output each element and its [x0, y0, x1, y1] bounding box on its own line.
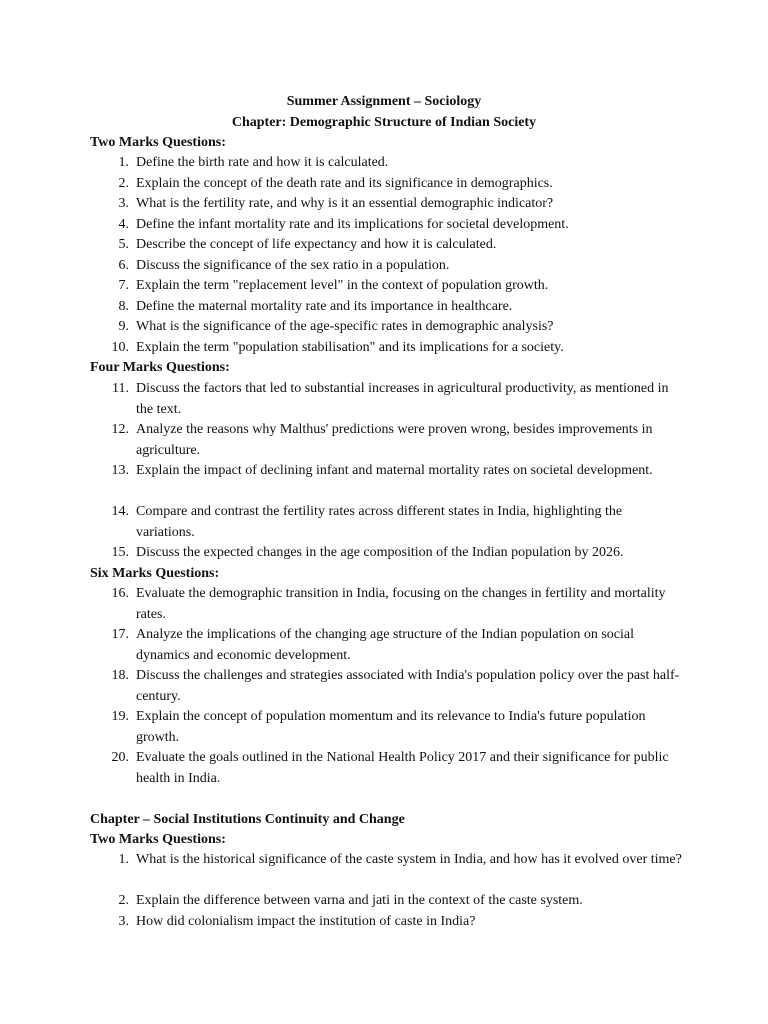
section-heading-four-marks: Four Marks Questions:: [90, 360, 230, 375]
question-text: Define the infant mortality rate and its implications for societal development.: [136, 217, 569, 232]
chapter-title: Chapter: Demographic Structure of Indian Society: [231, 115, 537, 130]
question-text: Describe the concept of life expectancy and how it is calculated.: [136, 237, 497, 252]
question-number: 1.: [118, 852, 129, 867]
question-text: Analyze the reasons why Malthus' predictions were proven wrong, besides improvements in agriculture.: [136, 422, 653, 458]
question-number: 20.: [111, 750, 129, 765]
question-text: Define the birth rate and how it is calculated.: [136, 155, 389, 170]
question-number: 13.: [111, 463, 129, 478]
question-text: Discuss the challenges and strategies associated with India's population policy over the past half-century.: [136, 668, 680, 704]
question-text: Discuss the expected changes in the age composition of the Indian population by 2026.: [136, 545, 624, 560]
question-text: Analyze the implications of the changing age structure of the Indian population on social dynamics and economic development.: [136, 627, 635, 663]
question-number: 9.: [118, 319, 129, 334]
question-number: 19.: [111, 709, 129, 724]
question-text: Explain the term "population stabilisation" and its implications for a society.: [136, 340, 564, 355]
document-title: Summer Assignment – Sociology: [286, 94, 482, 109]
question-number: 15.: [111, 545, 129, 560]
question-number: 17.: [111, 627, 129, 642]
question-number: 8.: [118, 299, 129, 314]
question-text: Explain the impact of declining infant and maternal mortality rates on societal development.: [136, 463, 653, 478]
question-text: How did colonialism impact the institution of caste in India?: [136, 914, 476, 929]
question-text: Discuss the significance of the sex ratio in a population.: [136, 258, 450, 273]
section-heading-six-marks: Six Marks Questions:: [90, 566, 220, 581]
question-text: Explain the difference between varna and jati in the context of the caste system.: [136, 893, 583, 908]
question-number: 3.: [118, 914, 129, 929]
question-text: What is the significance of the age-specific rates in demographic analysis?: [136, 319, 554, 334]
question-text: Discuss the factors that led to substantial increases in agricultural productivity, as mentioned in the text.: [136, 381, 669, 417]
section-heading-two-marks: Two Marks Questions:: [90, 135, 226, 150]
chapter-title: Chapter – Social Institutions Continuity and Change: [90, 812, 405, 827]
question-number: 11.: [112, 381, 129, 396]
question-number: 4.: [118, 217, 129, 232]
question-text: Evaluate the goals outlined in the National Health Policy 2017 and their significance for public health in India.: [136, 750, 669, 786]
section-heading-two-marks: Two Marks Questions:: [90, 832, 226, 847]
question-number: 14.: [111, 504, 129, 519]
question-number: 1.: [118, 155, 129, 170]
question-text: Compare and contrast the fertility rates across different states in India, highlighting the variations.: [136, 504, 623, 540]
question-number: 3.: [118, 196, 129, 211]
question-number: 2.: [118, 893, 129, 908]
question-number: 18.: [111, 668, 129, 683]
question-text: Explain the term "replacement level" in the context of population growth.: [136, 278, 549, 293]
question-text: Explain the concept of the death rate and its significance in demographics.: [136, 176, 553, 191]
question-number: 10.: [111, 340, 129, 355]
question-text: What is the historical significance of the caste system in India, and how has it evolved over time?: [136, 852, 682, 867]
question-text: Evaluate the demographic transition in India, focusing on the changes in fertility and mortality rates.: [136, 586, 666, 622]
question-number: 12.: [111, 422, 129, 437]
question-text: What is the fertility rate, and why is it an essential demographic indicator?: [136, 196, 554, 211]
question-text: Define the maternal mortality rate and its importance in healthcare.: [136, 299, 513, 314]
question-text: Explain the concept of population momentum and its relevance to India's future population growth.: [136, 709, 646, 745]
question-number: 7.: [118, 278, 129, 293]
question-number: 5.: [118, 237, 129, 252]
question-number: 6.: [118, 258, 129, 273]
question-number: 16.: [111, 586, 129, 601]
question-number: 2.: [118, 176, 129, 191]
